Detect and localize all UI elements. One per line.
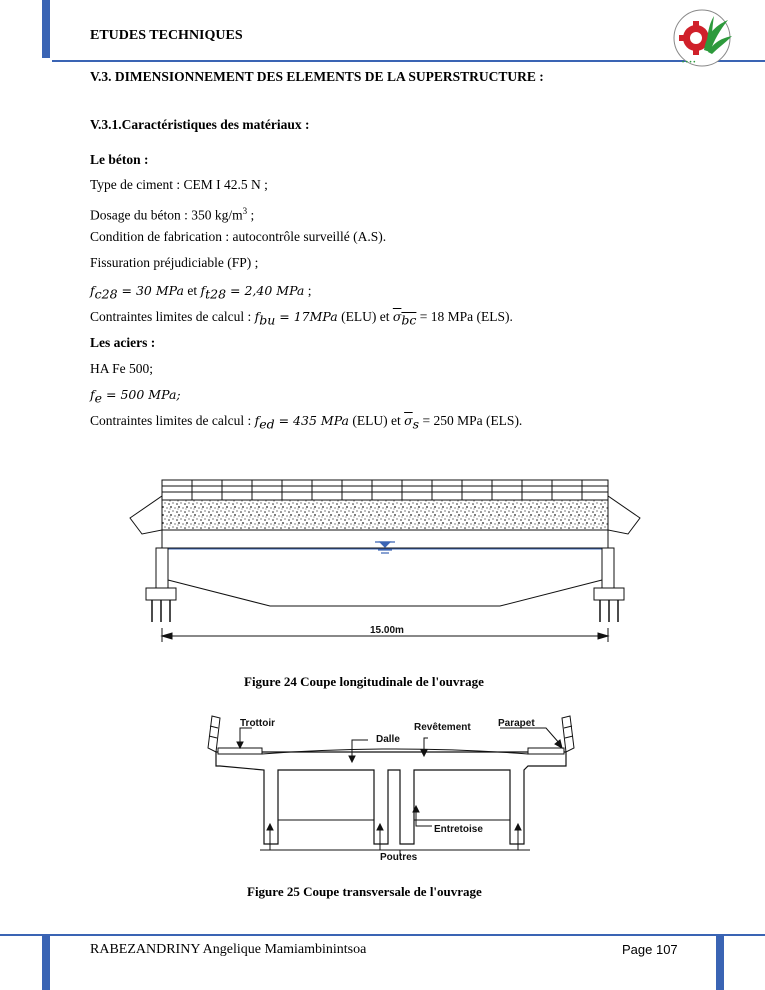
beton-fissuration: Fissuration préjudiciable (FP) ; <box>90 255 259 270</box>
label-entretoise: Entretoise <box>434 824 483 835</box>
figure-24-caption: Figure 24 Coupe longitudinale de l'ouvrage <box>244 674 484 689</box>
header-left-bar <box>42 0 50 58</box>
svg-text:• • • •: • • • • <box>682 60 696 66</box>
aciers-contraintes: Contraintes limites de calcul : $f_{ed} = 435$ MPa (ELU) et $\overline{\sigma}_s = 250$ MPa (ELS). <box>90 413 523 432</box>
beton-dosage: Dosage du béton : 350 $kg/m^3$ ; <box>90 206 255 223</box>
aciers-fe: $f_e = 500$ MPa; <box>90 387 181 406</box>
railing <box>162 480 608 500</box>
aciers-type: HA Fe 500; <box>90 361 154 376</box>
deck-slab <box>162 500 608 530</box>
page-number: Page 107 <box>622 942 678 957</box>
parapet-left <box>208 716 220 752</box>
sidewalk-right <box>528 748 564 754</box>
footer-author: RABEZANDRINY Angelique Mamiambinintsoa <box>90 942 367 957</box>
beton-resistances: $f_{c28} = 30$ MPa et $f_{t28} = 2,40$ MPa ; <box>90 283 312 302</box>
subsection-title: V.3.1.Caractéristiques des matériaux : <box>90 117 310 132</box>
beton-ciment: Type de ciment : CEM I 42.5 N ; <box>90 177 268 192</box>
beton-condition: Condition de fabrication : autocontrôle surveillé (A.S). <box>90 229 387 244</box>
university-logo <box>668 6 738 68</box>
label-revetement: Revêtement <box>414 722 471 733</box>
label-poutres: Poutres <box>380 852 418 863</box>
label-trottoir: Trottoir <box>240 718 275 729</box>
footer-rule <box>0 934 765 936</box>
beton-heading: Le béton : <box>90 152 149 167</box>
footer-right-bar <box>716 934 724 990</box>
figure-24-longitudinal-section <box>120 470 650 645</box>
aciers-heading: Les aciers : <box>90 335 156 350</box>
span-label: 15.00m <box>370 625 404 636</box>
label-parapet: Parapet <box>498 718 535 729</box>
figure-25-transversal-section <box>200 708 590 868</box>
beton-contraintes: Contraintes limites de calcul : $f_{bu} = 17MPa$ (ELU) et $\overline{\sigma}_{\overline{bc}} = 18$ MPa (ELS). <box>90 309 513 328</box>
parapet-right <box>562 716 574 752</box>
section-title: V.3. DIMENSIONNEMENT DES ELEMENTS DE LA SUPERSTRUCTURE : <box>90 69 544 84</box>
label-dalle: Dalle <box>376 734 400 745</box>
figure-25-caption: Figure 25 Coupe transversale de l'ouvrage <box>247 884 482 899</box>
header-title: ETUDES TECHNIQUES <box>90 28 243 43</box>
header-rule <box>52 60 765 62</box>
footer-left-bar <box>42 934 50 990</box>
